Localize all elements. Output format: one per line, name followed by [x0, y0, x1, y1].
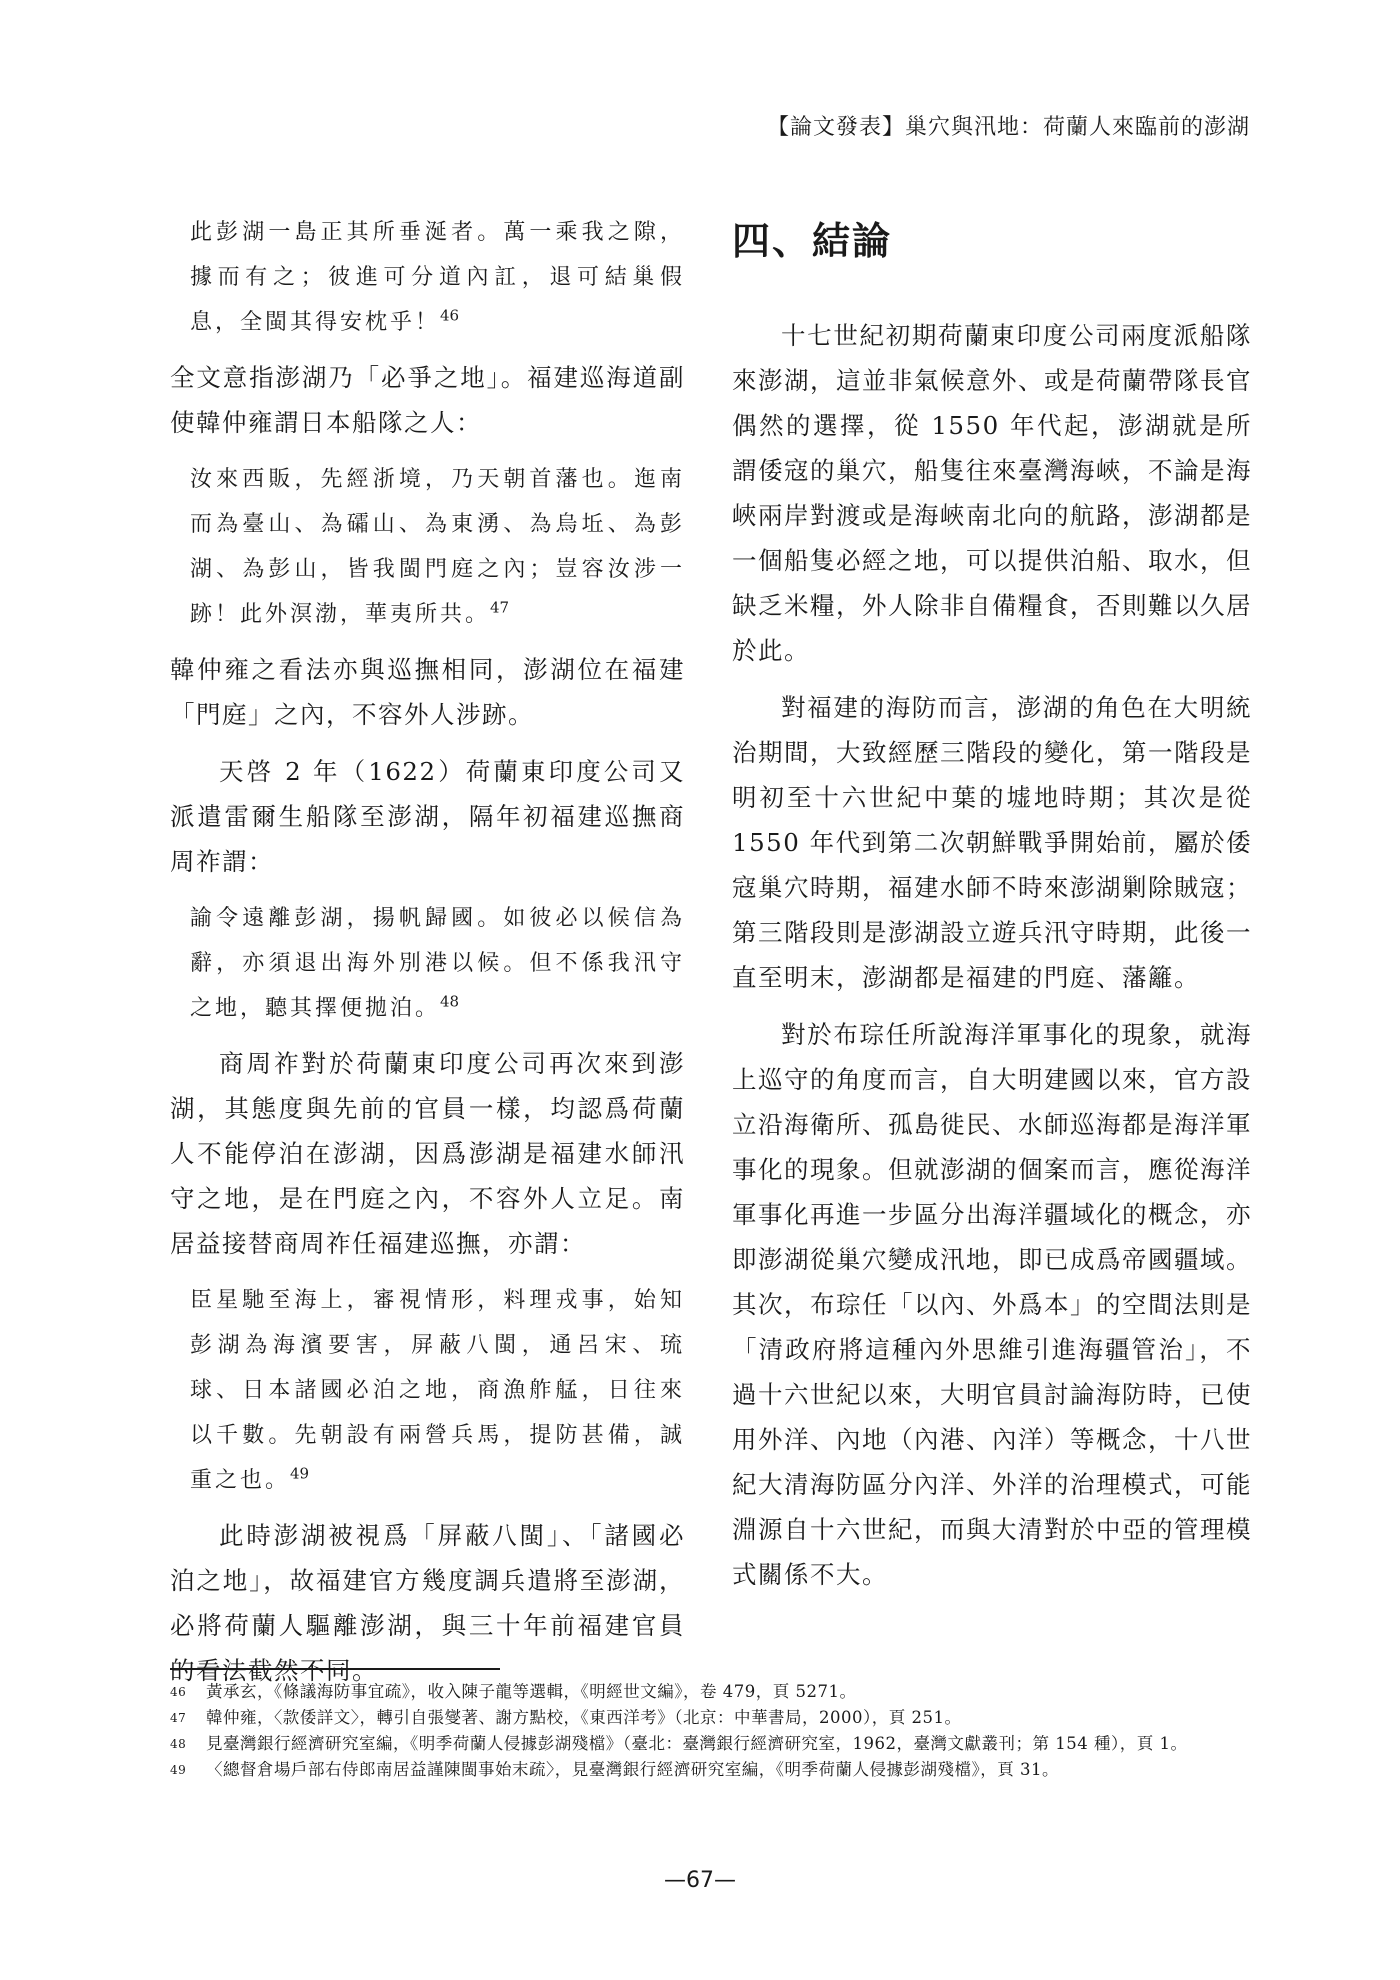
footnote-ref[interactable]: 48 — [440, 992, 460, 1011]
page-number: —67— — [664, 1868, 736, 1893]
body-paragraph: 十七世紀初期荷蘭東印度公司兩度派船隊來澎湖，這並非氣候意外、或是荷蘭帶隊長官偶然的選擇，從 1550 年代起，澎湖就是所謂倭寇的巢穴，船隻往來臺灣海峽，不論是海峽兩岸對渡或是海峽南北向的航路，澎湖都是一個船隻必經之地，可以提供泊船、取水，但缺乏米糧，外人除非自備糧食，否則難以久居於此。 — [732, 321, 1252, 665]
body-paragraph: 商周祚對於荷蘭東印度公司再次來到澎湖，其態度與先前的官員一樣，均認爲荷蘭人不能停泊在澎湖，因爲澎湖是福建水師汛守之地，是在門庭之內，不容外人立足。南居益接替商周祚任福建巡撫，亦謂： — [170, 1049, 685, 1258]
footnotes — [170, 1680, 1260, 1784]
footnote-ref[interactable]: 49 — [290, 1464, 310, 1483]
block-quote-48 — [170, 896, 685, 1031]
footnote — [170, 1732, 1260, 1756]
running-header: 【論文發表】巢穴與汛地：荷蘭人來臨前的澎湖 — [766, 115, 1250, 140]
footnote-text: 韓仲雍，〈款倭詳文〉，轉引自張燮著、謝方點校，《東西洋考》（北京：中華書局，2000），頁 251。 — [206, 1708, 962, 1727]
body-paragraph: 此時澎湖被視爲「屏蔽八閩」、「諸國必泊之地」，故福建官方幾度調兵遣將至澎湖，必將荷蘭人驅離澎湖，與三十年前福建官員的看法截然不同。 — [170, 1521, 685, 1685]
quote-text: 此彭湖一島正其所垂涎者。萬一乘我之隙，據而有之；彼進可分道內訌，退可結巢假息，全閩其得安枕乎！ — [190, 220, 685, 335]
section-heading: 四、結論 — [732, 219, 893, 263]
quote-text: 諭令遠離彭湖，揚帆歸國。如彼必以候信為辭，亦須退出海外別港以候。但不係我汛守之地，聽其擇便拋泊。 — [190, 906, 685, 1021]
right-column — [732, 210, 1252, 1609]
footnote — [170, 1680, 1260, 1704]
body-paragraph: 對於布琮任所說海洋軍事化的現象，就海上巡守的角度而言，自大明建國以來，官方設立沿海衛所、孤島徙民、水師巡海都是海洋軍事化的現象。但就澎湖的個案而言，應從海洋軍事化再進一步區分出海洋疆域化的概念，亦即澎湖從巢穴變成汛地，即已成爲帝國疆域。其次，布琮任「以內、外爲本」的空間法則是「清政府將這種內外思維引進海疆管治」，不過十六世紀以來，大明官員討論海防時，已使用外洋、內地（內港、內洋）等概念，十八世紀大清海防區分內洋、外洋的治理模式，可能淵源自十六世紀，而與大清對於中亞的管理模式關係不大。 — [732, 1020, 1252, 1589]
footnote — [170, 1758, 1260, 1782]
body-paragraph: 天啓 2 年（1622）荷蘭東印度公司又派遣雷爾生船隊至澎湖，隔年初福建巡撫商周祚謂： — [170, 757, 685, 876]
footnote-ref[interactable]: 46 — [440, 306, 460, 325]
quote-text: 汝來西販，先經浙境，乃天朝首藩也。迤南而為臺山、為礵山、為東湧、為烏坵、為彭湖、為彭山，皆我閩門庭之內；豈容汝涉一跡！此外溟渤，華夷所共。 — [190, 467, 685, 627]
footnote-ref[interactable]: 47 — [490, 598, 510, 617]
block-quote-49 — [170, 1278, 685, 1503]
footnote-text: 黃承玄，《條議海防事宜疏》，收入陳子龍等選輯，《明經世文編》，卷 479，頁 5271。 — [206, 1682, 857, 1701]
footnote-divider — [170, 1668, 500, 1670]
footnote-number: 49 — [170, 1763, 187, 1777]
body-paragraph: 韓仲雍之看法亦與巡撫相同，澎湖位在福建「門庭」之內，不容外人涉跡。 — [170, 655, 685, 729]
footnote-number: 47 — [170, 1711, 187, 1725]
block-quote-47 — [170, 457, 685, 637]
footnote — [170, 1706, 1260, 1730]
body-paragraph: 全文意指澎湖乃「必爭之地」。福建巡海道副使韓仲雍謂日本船隊之人： — [170, 363, 685, 437]
footnote-number: 48 — [170, 1737, 187, 1751]
footnote-text: 見臺灣銀行經濟研究室編，《明季荷蘭人侵據彭湖殘檔》（臺北：臺灣銀行經濟研究室，1962，臺灣文獻叢刊；第 154 種），頁 1。 — [206, 1734, 1188, 1753]
footnote-number: 46 — [170, 1685, 187, 1699]
quote-text: 臣星馳至海上，審視情形，料理戎事，始知彭湖為海濱要害，屏蔽八閩，通呂宋、琉球、日本諸國必泊之地，商漁舴艋，日往來以千數。先朝設有兩營兵馬，提防甚備，誠重之也。 — [190, 1288, 685, 1493]
body-paragraph: 對福建的海防而言，澎湖的角色在大明統治期間，大致經歷三階段的變化，第一階段是明初至十六世紀中葉的墟地時期；其次是從 1550 年代到第二次朝鮮戰爭開始前，屬於倭寇巢穴時期，福建水師不時來澎湖剿除賊寇；第三階段則是澎湖設立遊兵汛守時期，此後一直至明末，澎湖都是福建的門庭、藩籬。 — [732, 693, 1252, 992]
footnote-text: 〈總督倉場戶部右侍郎南居益謹陳閩事始末疏〉，見臺灣銀行經濟研究室編，《明季荷蘭人侵據彭湖殘檔》，頁 31。 — [206, 1760, 1059, 1779]
block-quote-46 — [170, 210, 685, 345]
left-column — [170, 210, 685, 1705]
